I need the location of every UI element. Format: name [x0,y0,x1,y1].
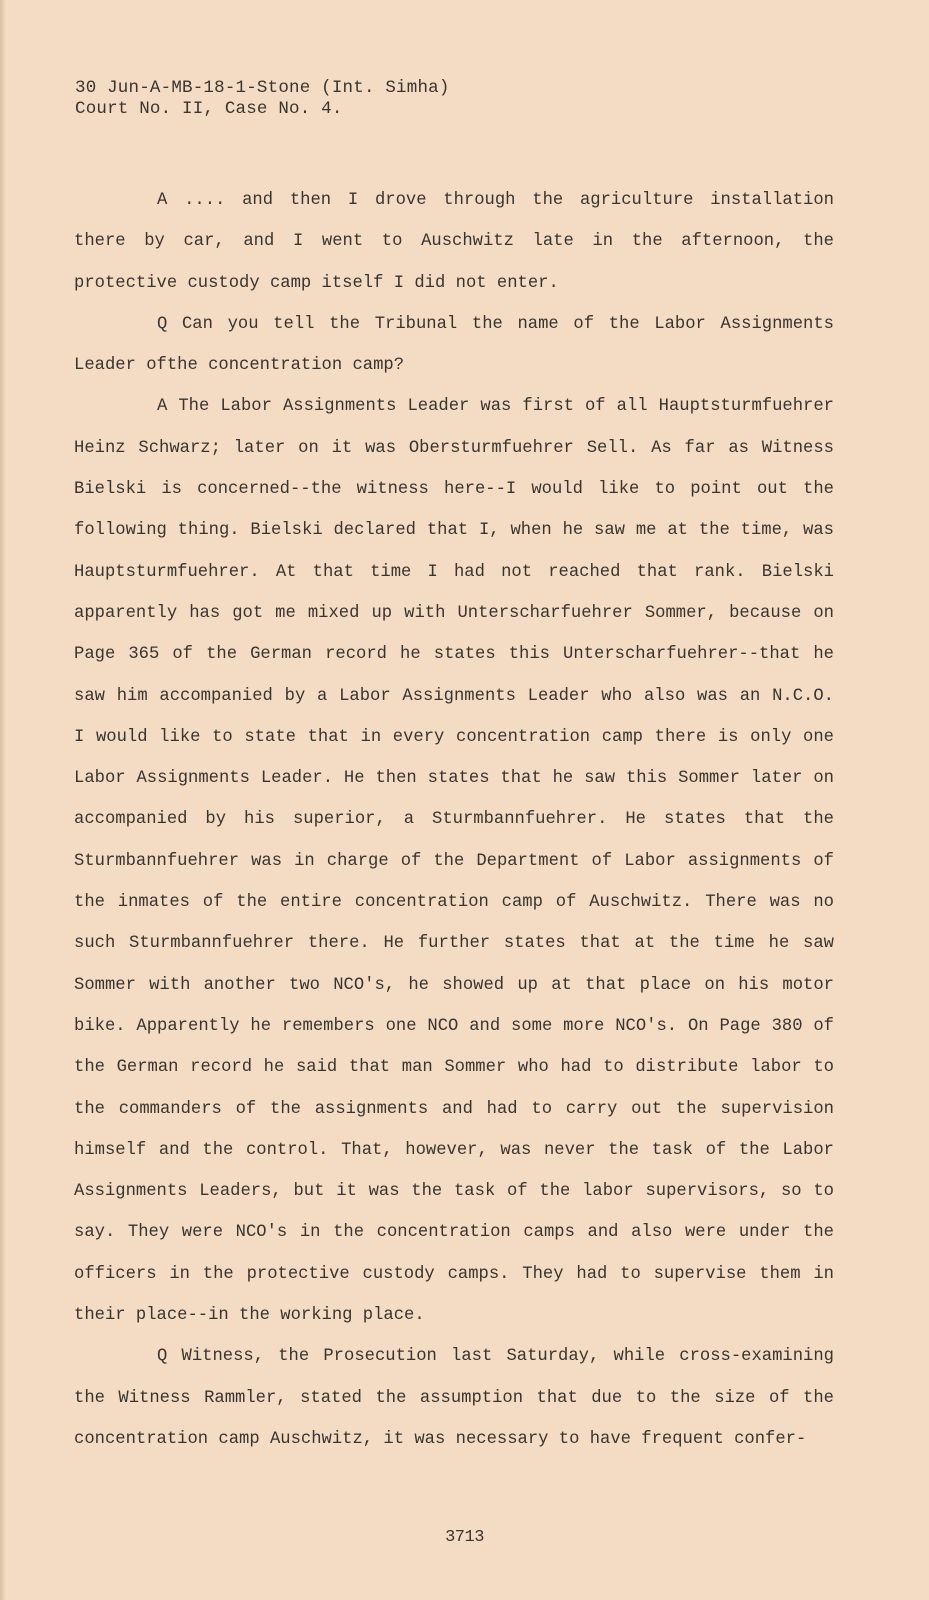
header-line-case-id: 30 Jun-A-MB-18-1-Stone (Int. Simha) [75,78,450,98]
paragraph-question-1: Q Can you tell the Tribunal the name of the Labor Assignments Leader ofthe concentration camp? [74,314,834,376]
page-number: 3713 [445,1528,484,1547]
paragraph-question-2: Q Witness, the Prosecution last Saturday, while cross-examining the Witness Rammler, stated the assumption that due to the size of the concentration camp Auschwitz, it was necessary to have frequent confer- [74,1347,834,1449]
document-header [75,78,450,120]
header-line-court: Court No. II, Case No. 4. [75,99,343,119]
paper-edge-shadow [0,0,6,1600]
transcript-body [74,180,834,1460]
paragraph-answer-1: A .... and then I drove through the agriculture installation there by car, and I went to Auschwitz late in the afternoon, the protective custody camp itself I did not enter. [74,191,834,293]
paragraph-answer-2: A The Labor Assignments Leader was first of all Hauptsturmfuehrer Heinz Schwarz; later on it was Obersturmfuehrer Sell. As far as Witness Bielski is concerned--the witness here--I would like to point out the following thing. Bielski declared that I, when he saw me at the time, was Hauptsturmfuehrer. At that time I had not reached that rank. Bielski apparently has got me mixed up with Unterscharfuehrer Sommer, because on Page 365 of the German record he states this Unterscharfuehrer--that he saw him accompanied by a Labor Assignments Leader who also was an N.C.O. I would like to state that in every concentration camp there is only one Labor Assignments Leader. He then states that he saw this Sommer later on accompanied by his superior, a Sturmbannfuehrer. He states that the Sturmbannfuehrer was in charge of the Department of Labor assignments of the inmates of the entire concentration camp of Auschwitz. There was no such Sturmbannfuehrer there. He further states that at the time he saw Sommer with another two NCO's, he showed up at that place on his motor bike. Apparently he remembers one NCO and some more NCO's. On Page 380 of the German record he said that man Sommer who had to distribute labor to the commanders of the assignments and had to carry out the supervision himself and the control. That, however, was never the task of the Labor Assignments Leaders, but it was the task of the labor supervisors, so to say. They were NCO's in the concentration camps and also were under the officers in the protective custody camps. They had to supervise them in their place--in the working place. [74,397,834,1326]
